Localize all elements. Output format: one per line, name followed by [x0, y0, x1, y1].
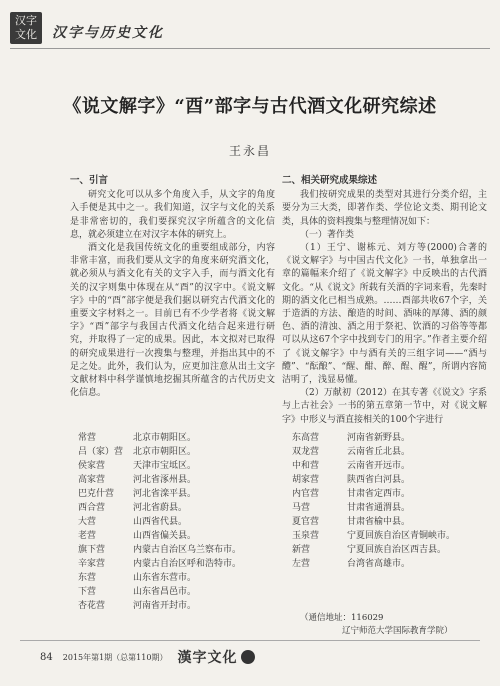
table-row: 东营 山东省东营市。 [78, 573, 197, 583]
table-row: 下营 山东省昌邑市。 [78, 587, 197, 597]
column-title: 汉字与历史文化 [52, 25, 164, 41]
section-heading-review: 二、相关研究成果综述 [282, 175, 378, 186]
table-row: 胡家营 陕西省白河县。 [292, 475, 411, 485]
table-row: 旗下营 内蒙古自治区乌兰察布市。 [78, 545, 242, 555]
table-row: 辛家营 内蒙古自治区呼和浩特市。 [78, 559, 242, 569]
paragraph: 酒文化是我国传统文化的重要组成部分，内容非常丰富，而我们要从文字的角度来研究酒文化，就必须从与酒文化有关的文字入手，而与酒文化有关的汉字则集中体现在从“酉”的汉字中。《说文解字》中的“酉”部字便是我们据以研究古代酒文化的重要文字材料之一。目前已有不少学者将《说文解字》“酉”部字与我国古代酒文化结合起来进行研究，并取得了一定的成果。因此，本文拟对已取得的研究成果进行一次搜集与整理，并指出其中的不足之处。此外，我们认为，应更加注意从出土文字文献材料中科学谨慎地挖掘其所蕴含的古代历史文化信息。 [70, 243, 275, 399]
table-row: 吕（家）营 北京市朝阳区。 [78, 447, 197, 457]
journal-logo: 汉字 文化 [10, 12, 42, 44]
issue-info: 2015年第1期（总第110期） [62, 652, 168, 662]
page-number: 84 [40, 651, 53, 663]
article-title: 《说文解字》“酉”部字与古代酒文化研究综述 [63, 96, 437, 117]
table-row: 巴克什营 河北省滦平县。 [78, 489, 197, 499]
table-row: 马营 甘肃省通渭县。 [292, 503, 411, 513]
right-column [282, 174, 487, 427]
table-row: 高家营 河北省涿州县。 [78, 475, 197, 485]
header-rule [10, 48, 490, 49]
table-row: 老营 山西省偏关县。 [78, 531, 197, 541]
correspondence-address: （通信地址：116029 辽宁师范大学国际教育学院） [300, 613, 453, 636]
table-row: 常营 北京市朝阳区。 [78, 433, 197, 443]
table-row: 夏官营 甘肃省榆中县。 [292, 517, 411, 527]
section-heading-intro: 一、引言 [70, 175, 109, 186]
paragraph: （1）王宁、谢栋元、刘方等(2000)合著的《说文解字》与中国古代文化》一书，单独拿出一章的篇幅来介绍了《说文解字》中反映出的古代酒文化。“从《说文》所载有关酒的字词来看，先秦时期的酒文化已相当成熟。……酉部共收67个字，关于造酒的方法、酿造的时间、酒味的厚薄、酒的颜色、酒的清浊、酒之用于祭祀、饮酒的习俗等等都可以从这67个字中找到专门的用字。”作者主要介绍了《说文解字》中与酒有关的三组字词——“酒与醴”、“酝酿”、“醒、酣、醉、酲、醒”，所谓内容简洁明了，浅显易懂。 [282, 243, 487, 386]
paragraph: 研究文化可以从多个角度入手，从文字的角度入手便是其中之一。我们知道，汉字与文化的关系是非常密切的，我们要探究汉字所蕴含的文化信息，就必须建立在对汉字本体的研究上。 [70, 190, 275, 240]
table-row: 新营 宁夏回族自治区西吉县。 [292, 545, 447, 555]
left-column [70, 174, 275, 400]
article-author: 王永昌 [228, 144, 271, 158]
paragraph: （2）万献初（2012）在其专著《《说文》字系与上古社会》一书的第五章第一节中，对《说文解字》中形义与酒直接相关的100个字进行 [282, 388, 487, 425]
place-table-right [292, 431, 457, 571]
table-row: 东高营 河南省新野县。 [292, 433, 411, 443]
footer-rule [20, 640, 480, 641]
table-row: 大营 山西省代县。 [78, 517, 188, 527]
table-row: 西合营 河北省蔚县。 [78, 503, 188, 513]
table-row: 杏花营 河南省开封市。 [78, 601, 197, 611]
paragraph: 我们按研究成果的类型对其进行分类介绍，主要分为三大类，即著作类、学位论文类、期刊论文类，具体的资料搜集与整理情况如下： [282, 190, 487, 227]
page-footer [40, 647, 255, 667]
table-row: 双龙营 云南省丘北县。 [292, 447, 411, 457]
table-row: 中和营 云南省开远市。 [292, 461, 411, 471]
place-table-left [78, 431, 243, 613]
table-row: 侯家营 天津市宝坻区。 [78, 461, 197, 471]
subsection-heading: （一）著作类 [300, 229, 355, 240]
table-row: 左营 台湾省高雄市。 [292, 559, 411, 569]
journal-brand: 漢字文化 [177, 650, 238, 666]
table-row: 玉泉营 宁夏回族自治区青铜峡市。 [292, 531, 456, 541]
seal-icon [241, 650, 255, 664]
table-row: 内官营 甘肃省定西市。 [292, 489, 411, 499]
